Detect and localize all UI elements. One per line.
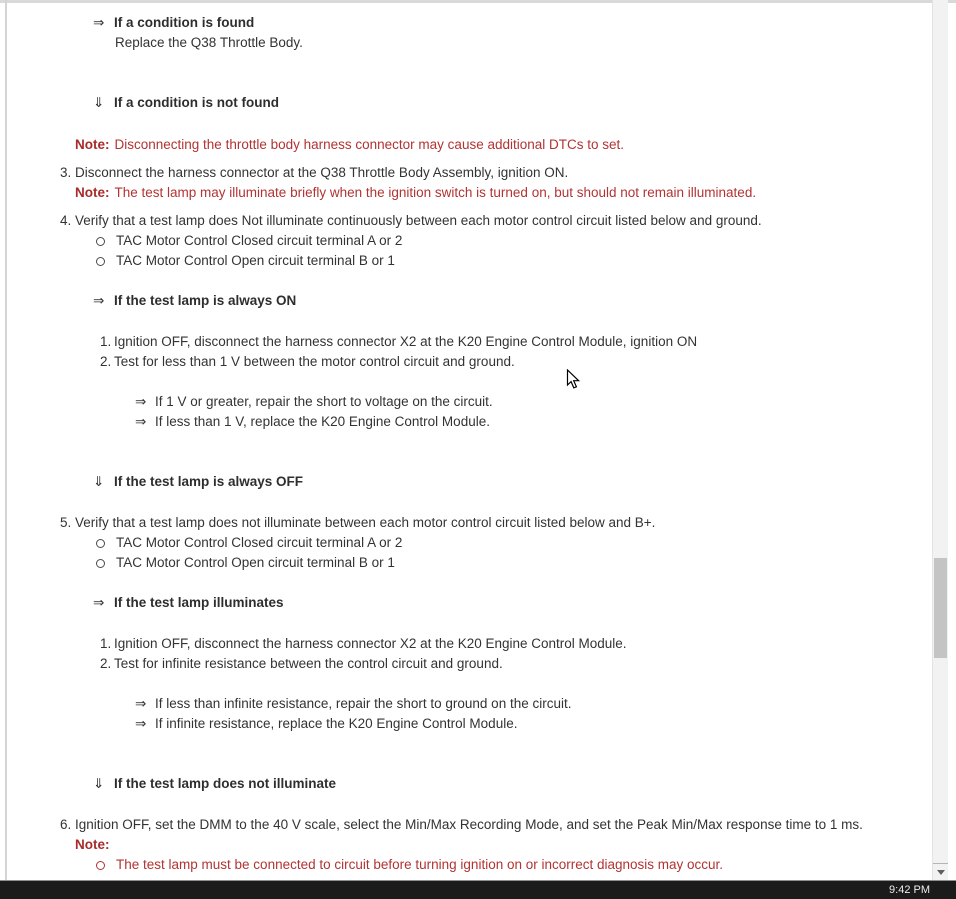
note-bullet-lamp-connected <box>0 855 933 875</box>
heading-text: If a condition is found <box>114 15 255 30</box>
result-text: If infinite resistance, replace the K20 Engine Control Module. <box>155 716 518 731</box>
substep-lamp-on-1 <box>0 332 933 352</box>
note-text: The test lamp must be connected to circuit before turning ignition on or incorrect diagnosis may occur. <box>116 857 724 872</box>
result-text: If less than infinite resistance, repair the short to ground on the circuit. <box>155 696 572 711</box>
bullet-text: TAC Motor Control Open circuit terminal B or 1 <box>116 253 395 268</box>
step-6 <box>0 815 933 835</box>
substep-number: 1. <box>100 636 112 651</box>
circle-bullet-icon <box>96 257 105 266</box>
circle-bullet-icon <box>96 861 105 870</box>
circle-bullet-icon <box>96 559 105 568</box>
substep-number: 2. <box>100 354 112 369</box>
circle-bullet-icon <box>96 539 105 548</box>
substep-text: Ignition OFF, disconnect the harness connector X2 at the K20 Engine Control Module. <box>114 636 627 651</box>
step-text: Disconnect the harness connector at the Q38 Throttle Body Assembly, ignition ON. <box>75 165 569 180</box>
step-text: Ignition OFF, set the DMM to the 40 V scale, select the Min/Max Recording Mode, and set the Peak Min/Max response time to 1 ms. <box>75 817 863 832</box>
arrow-down-icon: ⇓ <box>93 474 105 489</box>
circle-bullet-icon <box>96 237 105 246</box>
substep-lamp-on-2 <box>0 352 933 372</box>
chevron-down-icon <box>937 870 945 875</box>
heading-text: If the test lamp is always ON <box>114 293 297 308</box>
arrow-right-icon: ⇒ <box>135 696 147 711</box>
step-5 <box>0 513 933 533</box>
substep-text: Test for less than 1 V between the motor control circuit and ground. <box>114 354 515 369</box>
heading-text: If the test lamp does not illuminate <box>114 776 337 791</box>
arrow-right-icon: ⇒ <box>135 394 147 409</box>
arrow-right-icon: ⇒ <box>93 15 105 30</box>
note-text: The test lamp may illuminate briefly when the ignition switch is turned on, but should not remain illuminated. <box>114 185 757 200</box>
step-number: 4. <box>60 213 72 228</box>
note-lamp-brief <box>0 183 933 203</box>
bullet-tac-closed-2 <box>0 533 933 553</box>
step-number: 6. <box>60 817 72 832</box>
bullet-tac-open-2 <box>0 553 933 573</box>
bullet-text: TAC Motor Control Closed circuit terminal A or 2 <box>116 233 403 248</box>
step-text: Verify that a test lamp does not illuminate between each motor control circuit listed below and B+. <box>75 515 656 530</box>
arrow-down-icon: ⇓ <box>93 95 105 110</box>
result-text: If 1 V or greater, repair the short to voltage on the circuit. <box>155 394 493 409</box>
substep-text: Ignition OFF, disconnect the harness connector X2 at the K20 Engine Control Module, ignition ON <box>114 334 698 349</box>
decision-heading-lamp-always-on <box>0 291 933 311</box>
arrow-right-icon: ⇒ <box>93 595 105 610</box>
substep-number: 1. <box>100 334 112 349</box>
step-4 <box>0 211 933 231</box>
heading-text: If a condition is not found <box>114 95 279 110</box>
result-replace-ecm-voltage <box>0 412 933 432</box>
result-text: If less than 1 V, replace the K20 Engine Control Module. <box>155 414 490 429</box>
arrow-down-icon: ⇓ <box>93 776 105 791</box>
note-label: Note: <box>75 837 110 852</box>
mouse-cursor <box>566 369 581 390</box>
bullet-tac-closed <box>0 231 933 251</box>
note-label-standalone <box>0 835 933 855</box>
step-number: 5. <box>60 515 72 530</box>
taskbar[interactable] <box>0 880 956 899</box>
result-repair-short-to-voltage <box>0 392 933 412</box>
decision-heading-lamp-not-illuminate <box>0 774 933 794</box>
action-replace-throttle-body: Replace the Q38 Throttle Body. <box>115 35 303 50</box>
vertical-scrollbar[interactable] <box>932 0 948 881</box>
bullet-text: TAC Motor Control Open circuit terminal B or 1 <box>116 555 395 570</box>
substep-illuminates-2 <box>0 654 933 674</box>
bullet-tac-open <box>0 251 933 271</box>
scrollbar-thumb[interactable] <box>934 558 947 658</box>
result-replace-ecm-resistance <box>0 714 933 734</box>
arrow-right-icon: ⇒ <box>135 414 147 429</box>
substep-number: 2. <box>100 656 112 671</box>
decision-heading-condition-found <box>0 13 933 33</box>
result-repair-short-to-ground <box>0 694 933 714</box>
decision-heading-condition-not-found <box>0 93 933 113</box>
substep-illuminates-1 <box>0 634 933 654</box>
note-label: Note: <box>75 185 110 200</box>
scrollbar-down-button[interactable] <box>933 863 948 881</box>
note-dtcs <box>0 135 933 155</box>
step-3 <box>0 163 933 183</box>
step-text: Verify that a test lamp does Not illuminate continuously between each motor control circuit listed below and ground. <box>75 213 762 228</box>
procedure-document <box>0 3 933 880</box>
bullet-text: TAC Motor Control Closed circuit terminal A or 2 <box>116 535 403 550</box>
note-label: Note: <box>75 137 110 152</box>
arrow-right-icon: ⇒ <box>93 293 105 308</box>
decision-heading-lamp-illuminates <box>0 593 933 613</box>
substep-text: Test for infinite resistance between the control circuit and ground. <box>114 656 503 671</box>
step-number: 3. <box>60 165 72 180</box>
note-text: Disconnecting the throttle body harness connector may cause additional DTCs to set. <box>114 137 625 152</box>
arrow-right-icon: ⇒ <box>135 716 147 731</box>
heading-text: If the test lamp illuminates <box>114 595 284 610</box>
decision-heading-lamp-always-off <box>0 472 933 492</box>
heading-text: If the test lamp is always OFF <box>114 474 304 489</box>
taskbar-clock[interactable]: 9:42 PM <box>889 884 930 896</box>
